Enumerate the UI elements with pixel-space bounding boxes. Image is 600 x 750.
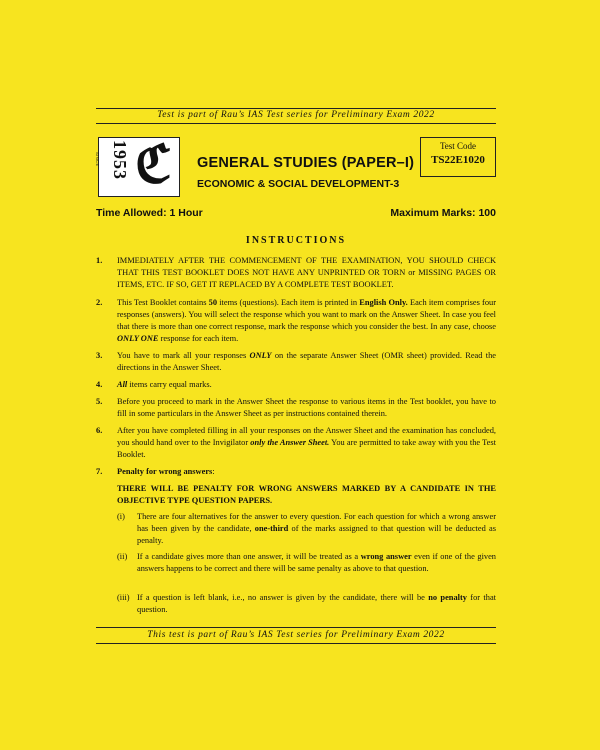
instruction-text: This Test Booklet contains 50 items (questions). Each item is printed in English Only. Each item comprises four responses (answers). You will select the response which you want to mark on the Answer Sheet. In case you feel that there is more than one correct response, mark the response which you consider the best. In any case, choose ONLY ONE response for each item. [117,298,496,343]
penalty-subitem-1 [117,511,496,547]
instruction-text: Penalty for wrong answers: [117,467,215,476]
instruction-text: After you have completed filling in all your responses on the Answer Sheet and the examination has concluded, you should hand over to the Invigilator only the Answer Sheet. You are permitted to take away with you the Test Booklet. [117,426,496,459]
bottom-rule-upper [96,627,496,628]
instruction-text: IMMEDIATELY AFTER THE COMMENCEMENT OF THE EXAMINATION, YOU SHOULD CHECK THAT THIS TEST BOOKLET DOES NOT HAVE ANY UNPRINTED OR TORN or MISSING PAGES OR ITEMS, ETC. IF SO, GET IT REPLACED BY A COMPLETE TEST BOOKLET. [117,256,496,289]
instruction-number: 2. [96,298,103,307]
bottom-banner: This test is part of Rau’s IAS Test series for Preliminary Exam 2022 [147,630,445,640]
instruction-2 [96,297,496,345]
instruction-text: You have to mark all your responses ONLY on the separate Answer Sheet (OMR sheet) provided. Read the directions in the Answer Sheet. [117,351,496,372]
instruction-3 [96,350,496,374]
instruction-number: 1. [96,256,103,265]
bottom-rule-lower [96,643,496,644]
penalty-notice [117,483,496,507]
instruction-number: 3. [96,351,103,360]
penalty-subitem-3 [117,592,496,616]
time-allowed: Time Allowed: 1 Hour [96,207,203,219]
instruction-6 [96,425,496,461]
instruction-text: All items carry equal marks. [117,380,212,389]
instruction-number: 7. [96,467,103,476]
paper-subtitle: ECONOMIC & SOCIAL DEVELOPMENT-3 [197,178,400,190]
penalty-notice-text: THERE WILL BE PENALTY FOR WRONG ANSWERS MARKED BY A CANDIDATE IN THE OBJECTIVE TYPE QUESTION PAPERS. [117,484,496,505]
top-banner: Test is part of Rau’s IAS Test series for Preliminary Exam 2022 [157,110,435,120]
paper-title: GENERAL STUDIES (PAPER–I) [197,155,415,171]
logo-year-text: 1953 [110,140,130,180]
logo-glyph: ℭ [135,137,172,194]
logo-since-text: SINCE [95,152,100,167]
instruction-text: Before you proceed to mark in the Answer Sheet the response to various items in the Test booklet, you have to fill in some particulars in the Answer Sheet as per instructions contained therein. [117,397,496,418]
instruction-5 [96,396,496,420]
instruction-7 [96,466,496,478]
test-code-value: TS22E1020 [431,154,485,166]
subitem-number: (ii) [117,552,128,561]
subitem-number: (i) [117,512,125,521]
instruction-number: 6. [96,426,103,435]
penalty-subitem-2 [117,551,496,575]
subitem-number: (iii) [117,593,130,602]
subitem-text: If a candidate gives more than one answer, it will be treated as a wrong answer even if one of the given answers happens to be correct and there will be same penalty as above to that question. [137,552,496,573]
test-code-label: Test Code [439,141,477,151]
instruction-number: 4. [96,380,103,389]
subitem-text: If a question is left blank, i.e., no answer is given by the candidate, there will be no penalty for that question. [137,593,496,614]
maximum-marks: Maximum Marks: 100 [390,207,496,219]
instruction-number: 5. [96,397,103,406]
instruction-4 [96,379,496,391]
subitem-text: There are four alternatives for the answer to every question. For each question for which a wrong answer has been given by the candidate, one-third of the marks assigned to that question will be deducted as penalty. [137,512,497,545]
instruction-1 [96,255,496,291]
instructions-heading: INSTRUCTIONS [245,235,347,246]
